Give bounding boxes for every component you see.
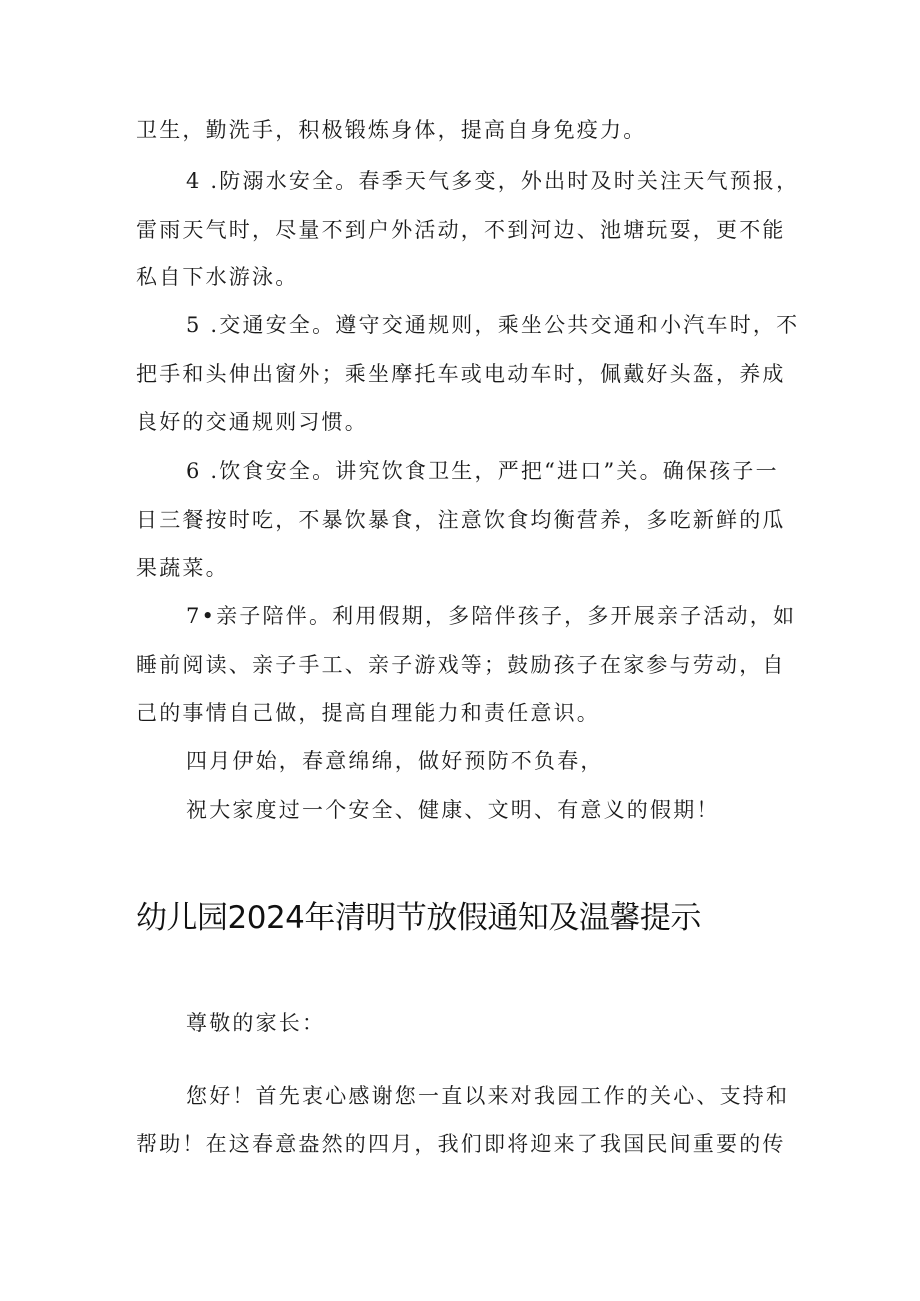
paragraph-line: 私自下水游泳。 bbox=[136, 265, 299, 289]
paragraph-line: 良好的交通规则习惯。 bbox=[136, 410, 368, 434]
paragraph-line: 5 .交通安全。遵守交通规则，乘坐公共交通和小汽车时，不 bbox=[186, 313, 800, 337]
paragraph-line: 睡前阅读、亲子手工、亲子游戏等；鼓励孩子在家参与劳动，自 bbox=[136, 653, 786, 677]
paragraph-line: 6 .饮食安全。讲究饮食卫生，严把“进口”关。确保孩子一 bbox=[186, 459, 779, 483]
paragraph-line: 四月伊始，春意绵绵，做好预防不负春， bbox=[186, 749, 604, 773]
paragraph-line: 卫生，勤洗手，积极锻炼身体，提高自身免疫力。 bbox=[136, 118, 647, 142]
paragraph-line: 7•亲子陪伴。利用假期，多陪伴孩子，多开展亲子活动，如 bbox=[186, 604, 797, 628]
paragraph-line: 把手和头伸出窗外；乘坐摩托车或电动车时，佩戴好头盔，养成 bbox=[136, 362, 786, 386]
paragraph-line: 您好！首先衷心感谢您一直以来对我园工作的关心、支持和 bbox=[186, 1084, 790, 1108]
document-title: 幼儿园2024年清明节放假通知及温馨提示 bbox=[136, 900, 701, 936]
paragraph-line: 帮助！在这春意盎然的四月，我们即将迎来了我国民间重要的传 bbox=[136, 1132, 786, 1156]
greeting: 尊敬的家长： bbox=[186, 1011, 326, 1035]
paragraph-line: 己的事情自己做，提高自理能力和责任意识。 bbox=[136, 701, 600, 725]
paragraph-line: 祝大家度过一个安全、健康、文明、有意义的假期！ bbox=[186, 798, 720, 822]
paragraph-line: 4 .防溺水安全。春季天气多变，外出时及时关注天气预报， bbox=[186, 169, 800, 193]
paragraph-line: 雷雨天气时，尽量不到户外活动，不到河边、池塘玩耍，更不能 bbox=[136, 218, 786, 242]
paragraph-line: 果蔬菜。 bbox=[136, 556, 229, 580]
paragraph-line: 日三餐按时吃，不暴饮暴食，注意饮食均衡营养，多吃新鲜的瓜 bbox=[136, 508, 786, 532]
